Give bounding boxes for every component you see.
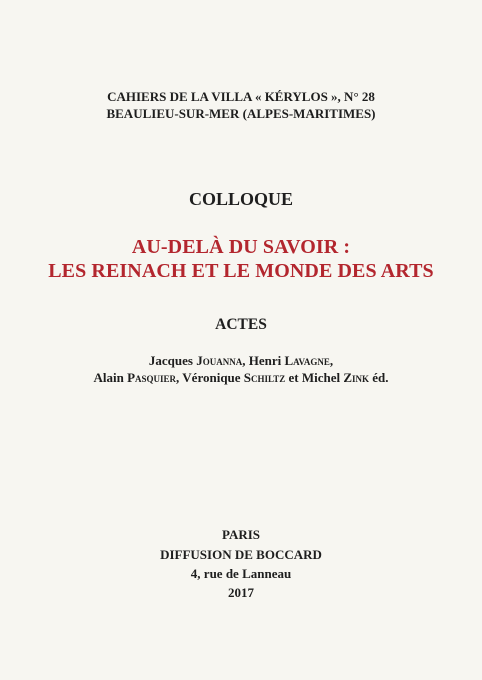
- actes-heading: ACTES: [215, 316, 267, 333]
- series-title-line: CAHIERS DE LA VILLA « KÉRYLOS », N° 28: [107, 89, 375, 104]
- editor-first-name: Véronique: [182, 370, 241, 385]
- main-title-line-2: LES REINACH ET LE MONDE DES ARTS: [48, 260, 434, 282]
- editor-last-name: Jouanna: [196, 353, 243, 368]
- editor-separator: ,: [176, 370, 183, 385]
- editor-suffix: éd.: [369, 370, 389, 385]
- publisher-name: DIFFUSION DE BOCCARD: [160, 547, 322, 562]
- colloque-heading: COLLOQUE: [188, 189, 294, 209]
- editor-separator: ,: [242, 353, 249, 368]
- main-title-line-1: AU-DELÀ DU SAVOIR :: [131, 236, 351, 258]
- editors-line-2: [0, 370, 482, 386]
- editor-last-name: Zink: [343, 370, 370, 385]
- editor-separator: ,: [329, 353, 334, 368]
- publication-year: 2017: [228, 585, 254, 600]
- publisher-address: 4, rue de Lanneau: [190, 566, 292, 581]
- editor-last-name: Lavagne: [284, 353, 330, 368]
- editor-last-name: Schiltz: [243, 370, 286, 385]
- editors-line-1: [0, 353, 482, 369]
- editor-first-name: Michel: [301, 370, 341, 385]
- editor-first-name: Alain: [93, 370, 124, 385]
- series-location-line: BEAULIEU-SUR-MER (ALPES-MARITIMES): [106, 106, 376, 121]
- editor-first-name: Jacques: [148, 353, 193, 368]
- editor-first-name: Henri: [248, 353, 282, 368]
- editor-last-name: Pasquier: [127, 370, 177, 385]
- publisher-city: PARIS: [221, 527, 261, 542]
- editor-separator: et: [285, 370, 302, 385]
